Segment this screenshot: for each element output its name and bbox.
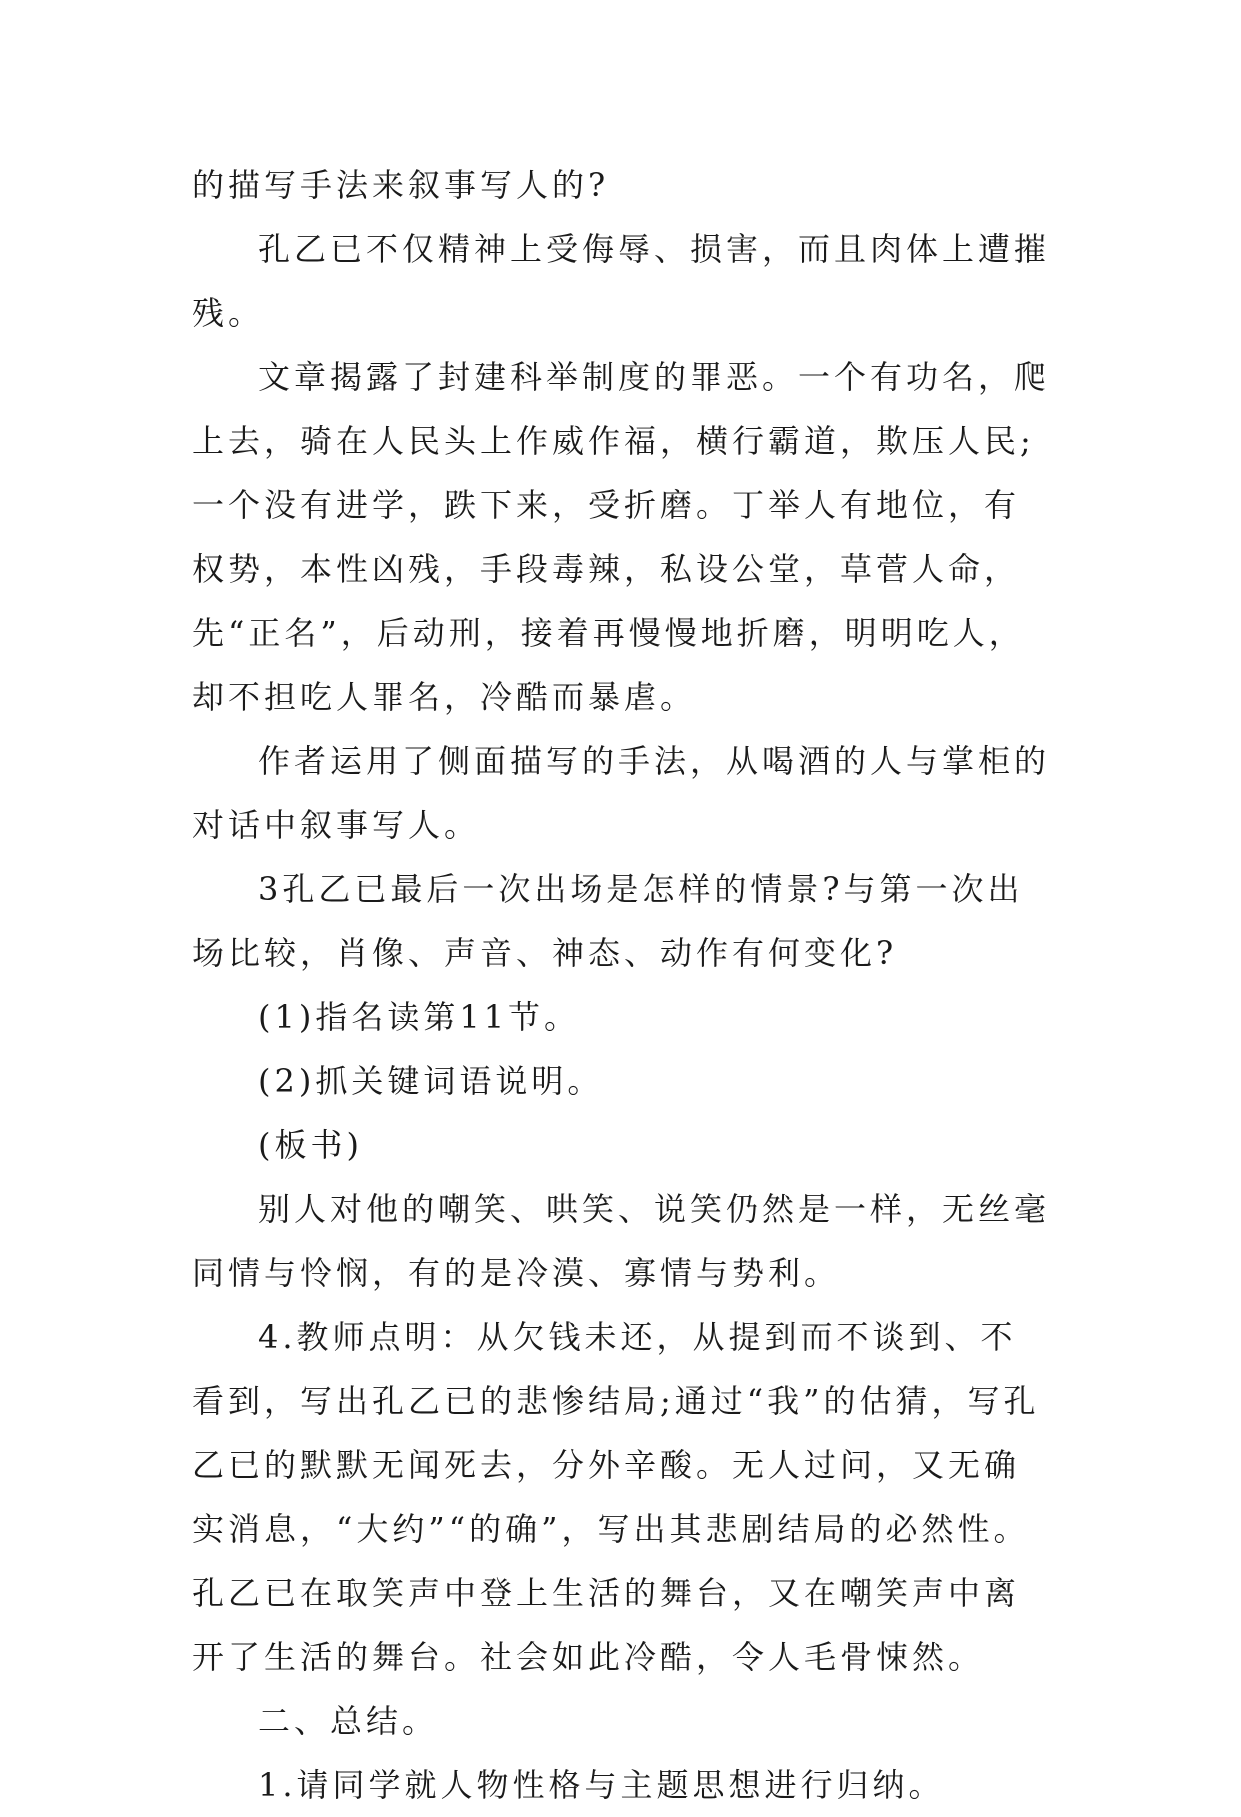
paragraph-7: (2)抓关键词语说明。 (258, 1062, 604, 1100)
paragraph-5: 3孔乙已最后一次出场是怎样的情景?与第一次出场比较，肖像、声音、神态、动作有何变化? (192, 870, 1024, 972)
paragraph-4: 作者运用了侧面描写的手法，从喝酒的人与掌柜的对话中叙事写人。 (192, 742, 1051, 844)
document-body (192, 153, 1052, 1817)
paragraph-10: 4.教师点明：从欠钱未还，从提到而不谈到、不看到，写出孔乙已的悲惨结局;通过“我”的估猜，写孔乙已的默默无闻死去，分外辛酸。无人过问，又无确实消息，“大约”“的确”，写出其悲剧结局的必然性。孔乙已在取笑声中登上生活的舞台，又在嘲笑声中离开了生活的舞台。社会如此冷酷，令人毛骨悚然。 (192, 1318, 1040, 1676)
paragraph-2: 孔乙已不仅精神上受侮辱、损害，而且肉体上遭摧残。 (192, 230, 1051, 332)
paragraph-3: 文章揭露了封建科举制度的罪恶。一个有功名，爬上去，骑在人民头上作威作福，横行霸道，欺压人民;一个没有进学，跌下来，受折磨。丁举人有地位，有权势，本性凶残，手段毒辣，私设公堂，草菅人命，先“正名”，后动刑，接着再慢慢地折磨，明明吃人，却不担吃人罪名，冷酷而暴虐。 (192, 358, 1051, 716)
section-heading-summary: 二、总结。 (258, 1702, 439, 1740)
paragraph-12: 1.请同学就人物性格与主题思想进行归纳。 (258, 1766, 945, 1804)
paragraph-9: 别人对他的嘲笑、哄笑、说笑仍然是一样，无丝毫同情与怜悯，有的是冷漠、寡情与势利。 (192, 1190, 1051, 1292)
paragraph-8: (板书) (258, 1126, 363, 1164)
paragraph-1: 的描写手法来叙事写人的? (192, 166, 610, 204)
paragraph-6: (1)指名读第11节。 (258, 998, 581, 1036)
